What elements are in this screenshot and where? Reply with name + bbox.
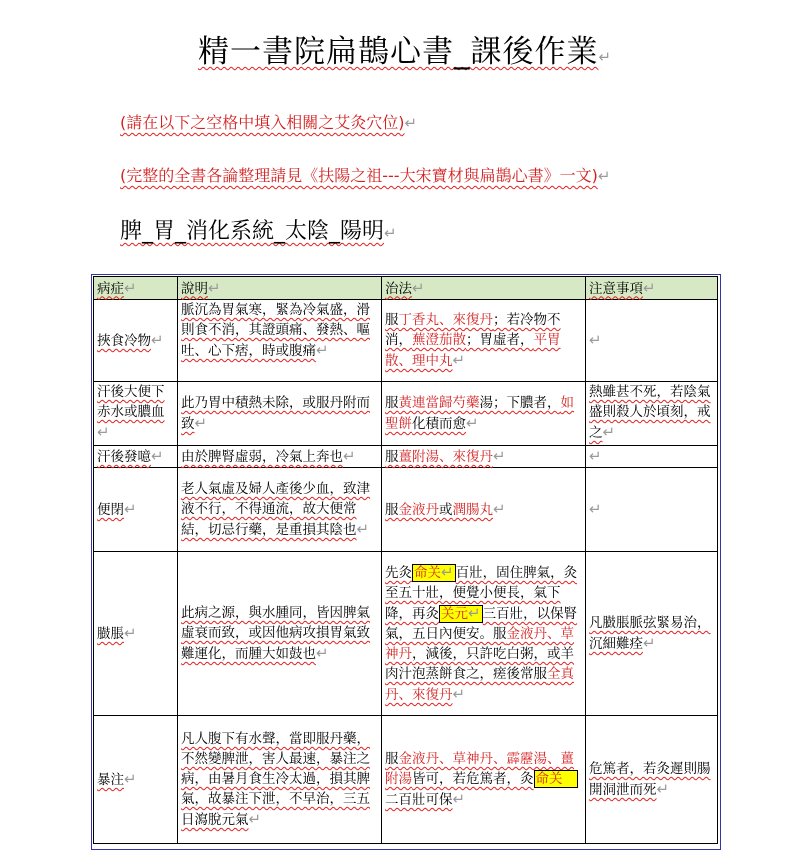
acupoint-answer-blank[interactable]: 命关↵ bbox=[414, 563, 454, 581]
document-title: 精一書院扁鵲心書_課後作業↵ bbox=[197, 34, 613, 70]
description-cell: 此乃胃中積熱未除，或服丹附而致↵ bbox=[178, 382, 382, 446]
table-row bbox=[94, 468, 718, 552]
header-disease: 病症↵ bbox=[94, 277, 178, 300]
table-row bbox=[94, 300, 718, 382]
disease-cell: 便閉↵ bbox=[94, 468, 178, 552]
precaution-cell: 凡臌脹脈弦緊易治，沉細難痊↵ bbox=[586, 552, 718, 716]
treatment-cell[interactable]: 服金液丹、草神丹、霹靂湯、薑附湯皆可，若危篤者，灸 命关 二百壯可保↵ bbox=[382, 716, 586, 844]
header-precautions: 注意事項↵ bbox=[586, 277, 718, 300]
description-cell: 老人氣虛及婦人產後少血，致津液不行，不得通流，故大便常結，切忌行藥，是重損其陰也↵ bbox=[178, 468, 382, 552]
disease-cell: 臌脹↵ bbox=[94, 552, 178, 716]
header-treatment: 治法↵ bbox=[382, 277, 586, 300]
treatment-cell[interactable]: 服丁香丸、來復丹；若冷物不消，蕪澄茄散；胃虛者，平胃散、理中丸↵ bbox=[382, 300, 586, 382]
instruction-note: (請在以下之空格中填入相關之艾灸穴位)↵ bbox=[120, 113, 418, 132]
precaution-cell: ↵ bbox=[586, 468, 718, 552]
treatment-cell[interactable]: 服金液丹或潤腸丸↵ bbox=[382, 468, 586, 552]
description-cell: 凡人腹下有水聲，當即服丹藥，不然變脾泄，害人最速，暴注之病，由暑月食生冷太過，損其脾氣，故暴注下泄，不早治，三五日瀉脫元氣↵ bbox=[178, 716, 382, 844]
disease-cell: 汗後發噫↵ bbox=[94, 446, 178, 468]
table-header-row bbox=[94, 277, 718, 300]
acupoint-answer-blank[interactable]: 关元↵ bbox=[441, 604, 481, 622]
disease-cell: 挾食冷物↵ bbox=[94, 300, 178, 382]
disease-cell: 暴注↵ bbox=[94, 716, 178, 844]
description-cell: 此病之源，與水腫同，皆因脾氣虛衰而致，或因他病攻損胃氣致難運化，而腫大如鼓也↵ bbox=[178, 552, 382, 716]
description-cell: 脈沉為胃氣寒，緊為冷氣盛，滑則食不消，其證頭痛、發熱、嘔吐、心下痞，時或腹痛↵ bbox=[178, 300, 382, 382]
treatment-cell[interactable]: 先灸 命关↵ 百壯，固住脾氣，灸至五十壯，便覺小便長，氣下降，再灸 关元↵ 三百壯，以保腎氣，五日內便安。服金液丹、草神丹，減後，只許吃白粥，或羊肉汁泡蒸餅食之，瘥後常服全真丹、來復丹↵ bbox=[382, 552, 586, 716]
description-cell: 由於脾腎虛弱，冷氣上奔也↵ bbox=[178, 446, 382, 468]
table-row bbox=[94, 716, 718, 844]
precaution-cell: ↵ bbox=[586, 300, 718, 382]
precaution-cell: ↵ bbox=[586, 446, 718, 468]
disease-cell: 汗後大便下赤水或膿血↵ bbox=[94, 382, 178, 446]
precaution-cell: 熱雖甚不死，若陰氣盛則殺人於頃刻，戒之↵ bbox=[586, 382, 718, 446]
section-title: 脾_胃_消化系統_太陰_陽明↵ bbox=[120, 219, 397, 244]
header-description: 說明↵ bbox=[178, 277, 382, 300]
homework-table bbox=[93, 276, 718, 844]
reference-note: (完整的全書各論整理請見《扶陽之祖---大宋寶材與扁鵲心書》一文)↵ bbox=[120, 166, 611, 185]
treatment-cell[interactable]: 服薑附湯、來復丹↵ bbox=[382, 446, 586, 468]
acupoint-answer-blank[interactable]: 命关 bbox=[534, 770, 579, 788]
precaution-cell: 危篤者，若灸遲則腸開洞泄而死↵ bbox=[586, 716, 718, 844]
table-row bbox=[94, 446, 718, 468]
treatment-cell[interactable]: 服黃連當歸芍藥湯；下膿者，如聖餅化積而愈↵ bbox=[382, 382, 586, 446]
table-row bbox=[94, 382, 718, 446]
table-row bbox=[94, 552, 718, 716]
